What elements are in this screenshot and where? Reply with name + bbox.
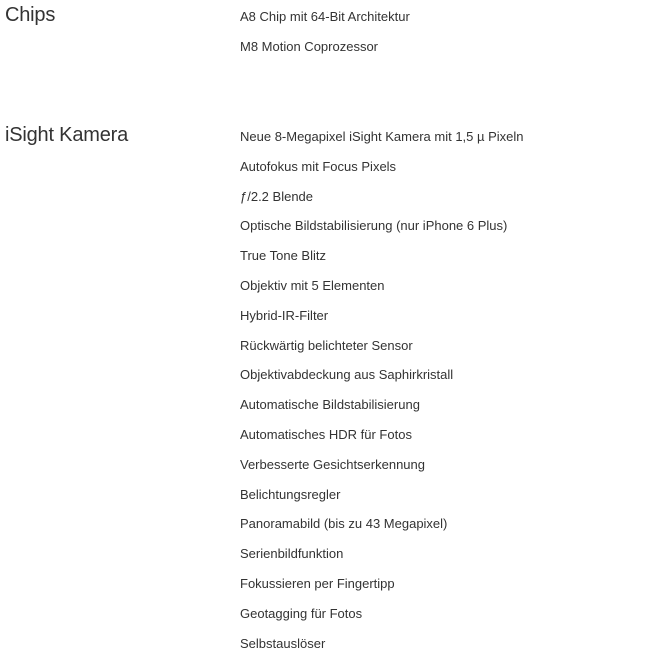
spec-item: Rückwärtig belichteter Sensor bbox=[240, 337, 413, 353]
spec-item: Panoramabild (bis zu 43 Megapixel) bbox=[240, 516, 448, 532]
spec-item: Geotagging für Fotos bbox=[240, 605, 363, 621]
spec-list-isight-camera bbox=[240, 122, 524, 658]
spec-item: Verbesserte Gesichtserkennung bbox=[240, 456, 425, 472]
spec-item: Objektiv mit 5 Elementen bbox=[240, 277, 385, 293]
spec-item: Autofokus mit Focus Pixels bbox=[240, 158, 397, 174]
spec-item: Objektivabdeckung aus Saphirkristall bbox=[240, 367, 454, 383]
spec-item: Belichtungsregler bbox=[240, 486, 341, 502]
spec-item: A8 Chip mit 64-Bit Architektur bbox=[240, 9, 410, 24]
spec-item: Serienbildfunktion bbox=[240, 546, 344, 562]
spec-item: Automatische Bildstabilisierung bbox=[240, 397, 420, 413]
section-title-chips: Chips bbox=[5, 4, 56, 26]
spec-item: ƒ/2.2 Blende bbox=[240, 188, 314, 204]
spec-item: Optische Bildstabilisierung (nur iPhone 6 Plus) bbox=[240, 218, 508, 234]
spec-item: Hybrid-IR-Filter bbox=[240, 307, 329, 323]
spec-list-chips bbox=[240, 2, 410, 62]
spec-item: Fokussieren per Fingertipp bbox=[240, 575, 395, 591]
spec-item: Neue 8-Megapixel iSight Kamera mit 1,5 µ Pixeln bbox=[240, 129, 524, 144]
spec-item: M8 Motion Coprozessor bbox=[240, 38, 378, 54]
spec-item: True Tone Blitz bbox=[240, 248, 326, 264]
spec-item: Selbstauslöser bbox=[240, 635, 326, 651]
section-title-isight-camera: iSight Kamera bbox=[5, 124, 129, 146]
spec-item: Automatisches HDR für Fotos bbox=[240, 426, 412, 442]
